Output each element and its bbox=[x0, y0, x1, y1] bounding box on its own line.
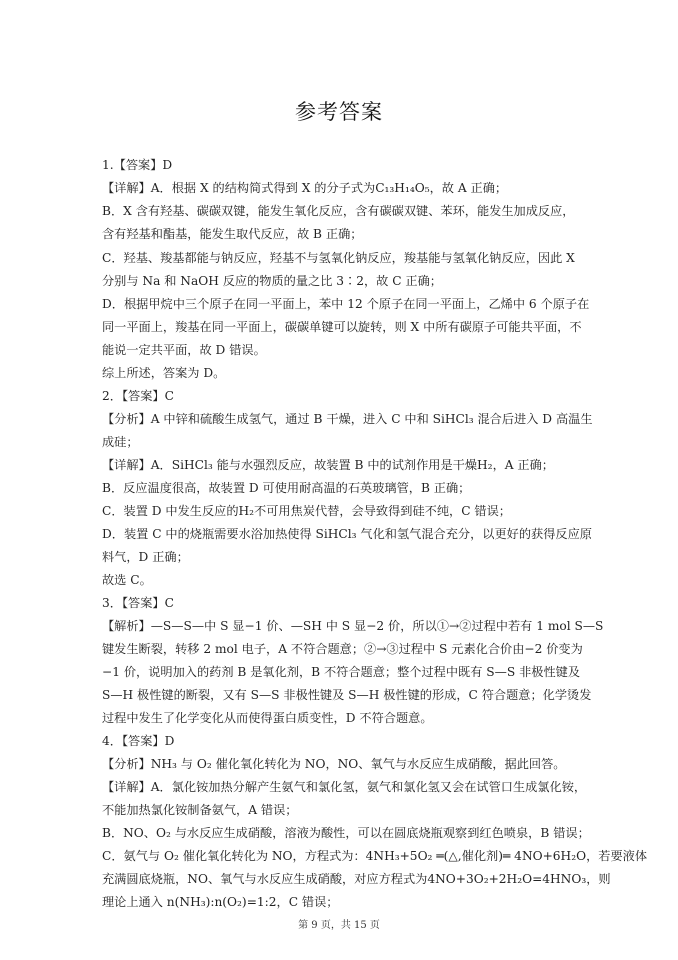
page-footer: 第 9 页，共 15 页 bbox=[298, 920, 380, 931]
page-title: 参考答案 bbox=[295, 100, 383, 124]
text-line: 同一平面上，羧基在同一平面上，碳碳单键可以旋转，则 X 中所有碳原子可能共平面，不 bbox=[102, 320, 582, 334]
text-line: B．反应温度很高，故装置 D 可使用耐高温的石英玻璃管，B 正确； bbox=[102, 481, 471, 495]
text-line: 不能加热氯化铵制备氨气，A 错误； bbox=[102, 803, 298, 817]
text-line: 充满圆底烧瓶，NO、氧气与水反应生成硝酸，对应方程式为4NO+3O₂+2H₂O=4HNO₃，则 bbox=[102, 872, 611, 886]
text-line: 【分析】NH₃ 与 O₂ 催化氧化转化为 NO，NO、氧气与水反应生成硝酸，据此回答。 bbox=[102, 757, 566, 771]
text-line: D．装置 C 中的烧瓶需要水浴加热使得 SiHCl₃ 气化和氢气混合充分，以更好的获得反应原 bbox=[102, 527, 592, 541]
text-line: 过程中发生了化学变化从而使得蛋白质变性，D 不符合题意。 bbox=[102, 711, 433, 725]
text-line: 2．【答案】C bbox=[102, 389, 174, 403]
text-line: 分别与 Na 和 NaOH 反应的物质的量之比 3∶2，故 C 正确； bbox=[102, 274, 442, 288]
text-line: 【详解】A．氯化铵加热分解产生氨气和氯化氢，氨气和氯化氢又会在试管口生成氯化铵， bbox=[102, 780, 587, 794]
text-line: 【分析】A 中锌和硫酸生成氢气，通过 B 干燥，进入 C 中和 SiHCl₃ 混合后进入 D 高温生 bbox=[102, 412, 593, 426]
text-line: 成硅； bbox=[102, 435, 139, 449]
text-line: 4．【答案】D bbox=[102, 734, 175, 748]
text-line: 理论上通入 n(NH₃):n(O₂)=1:2，C 错误； bbox=[102, 895, 339, 909]
text-line: C．羟基、羧基都能与钠反应，羟基不与氢氧化钠反应，羧基能与氢氧化钠反应，因此 X bbox=[102, 251, 575, 265]
text-line: 料气，D 正确； bbox=[102, 550, 189, 564]
text-line: −1 价，说明加入的药剂 B 是氧化剂，B 不符合题意；整个过程中既有 S—S 非极性键及 bbox=[102, 665, 581, 679]
text-line: 1.【答案】D bbox=[102, 158, 173, 172]
text-line: 综上所述，答案为 D。 bbox=[102, 366, 226, 380]
text-line: 3．【答案】C bbox=[102, 596, 174, 610]
text-line: B．X 含有羟基、碳碳双键，能发生氧化反应，含有碳碳双键、苯环，能发生加成反应， bbox=[102, 204, 575, 218]
text-line: C．氨气与 O₂ 催化氧化转化为 NO，方程式为：4NH₃+5O₂ ═(△,催化剂)═ 4NO+6H₂O，若要液体 bbox=[102, 849, 648, 863]
text-line: 能说一定共平面，故 D 错误。 bbox=[102, 343, 266, 357]
text-line: 【详解】A．根据 X 的结构简式得到 X 的分子式为C₁₃H₁₄O₅，故 A 正确； bbox=[102, 181, 508, 195]
text-line: D．根据甲烷中三个原子在同一平面上，苯中 12 个原子在同一平面上，乙烯中 6 个原子在 bbox=[102, 297, 590, 311]
text-line: C．装置 D 中发生反应的H₂不可用焦炭代替，会导致得到硅不纯，C 错误； bbox=[102, 504, 511, 518]
text-line: 含有羟基和酯基，能发生取代反应，故 B 正确； bbox=[102, 227, 363, 241]
text-line: S—H 极性键的断裂，又有 S—S 非极性键及 S—H 极性键的形成，C 符合题意；化学烫发 bbox=[102, 688, 592, 702]
text-line: 键发生断裂，转移 2 mol 电子，A 不符合题意；②→③过程中 S 元素化合价由−2 价变为 bbox=[102, 642, 583, 656]
text-line: 【详解】A．SiHCl₃ 能与水强烈反应，故装置 B 中的试剂作用是干燥H₂，A 正确； bbox=[102, 458, 554, 472]
text-line: 故选 C。 bbox=[102, 573, 152, 587]
text-line: B．NO、O₂ 与水反应生成硝酸，溶液为酸性，可以在圆底烧瓶观察到红色喷泉，B 错误； bbox=[102, 826, 590, 840]
text-line: 【解析】—S—S—中 S 显−1 价、—SH 中 S 显−2 价，所以①→②过程中若有 1 mol S—S bbox=[102, 619, 604, 633]
